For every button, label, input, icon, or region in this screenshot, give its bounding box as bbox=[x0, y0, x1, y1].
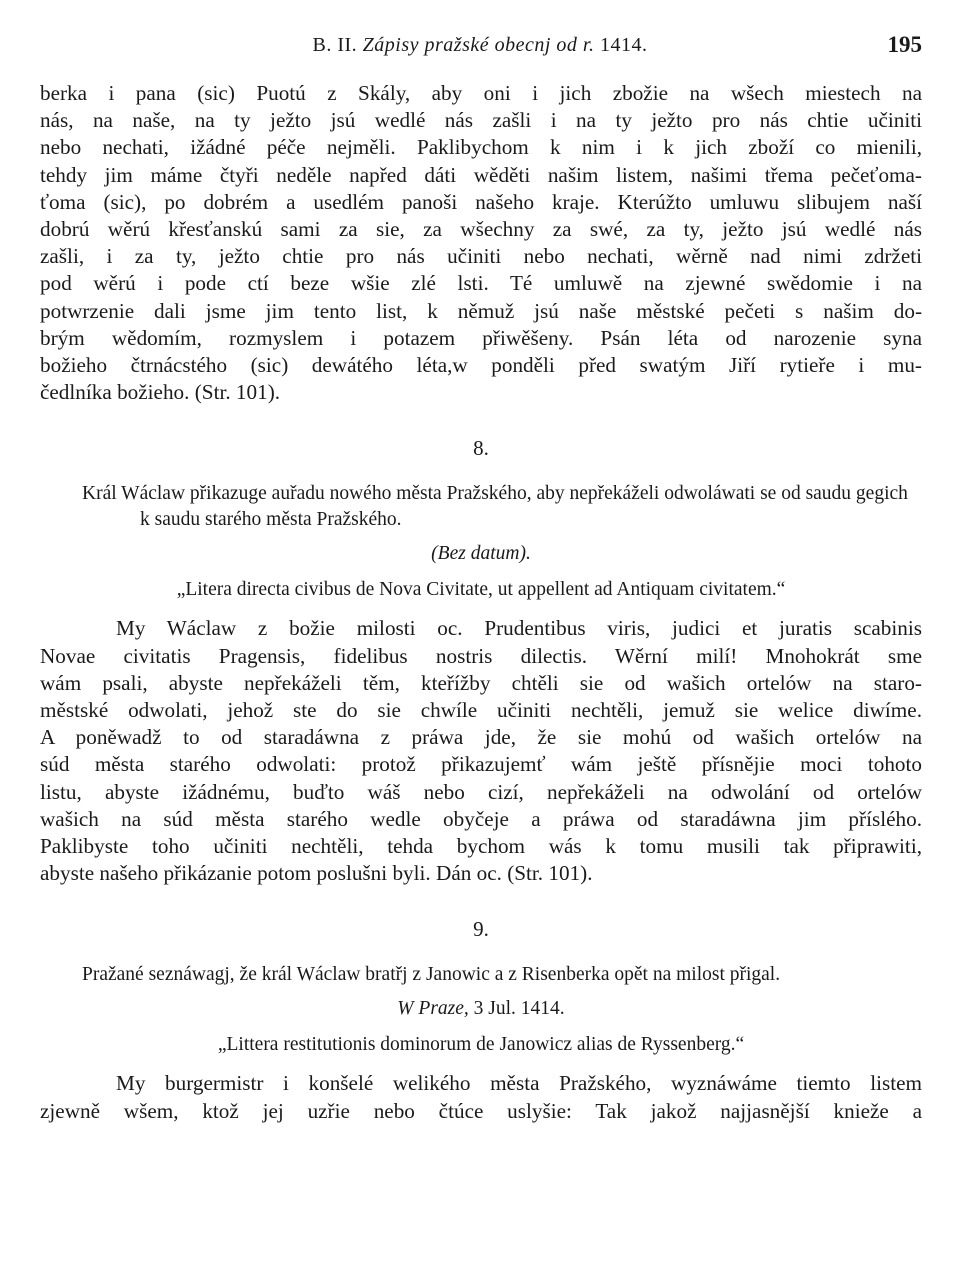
document-8-regest: Král Wáclaw přikazuge auřadu nowého města Pražského, aby nepřekáželi odwoláwati se od saudu gegich k saudu starého města Pražského. bbox=[82, 483, 908, 531]
document-9-latin-title: „Littera restitutionis dominorum de Janowicz alias de Ryssenberg.“ bbox=[217, 1034, 745, 1056]
running-head-title: Zápisy pražské obecnj od r. bbox=[362, 34, 595, 56]
document-9-date-rest: 3 Jul. 1414. bbox=[473, 998, 565, 1020]
text-line: wašich na súd města starého wedle obyčeje a práwa od staradáwna jim příslého. bbox=[40, 806, 922, 831]
text-line: městské odwolati, jehož ste do sie chwíle učiniti nechtěli, jemuž sie welice diwíme. bbox=[40, 698, 922, 723]
document-number-8: 8. bbox=[473, 436, 489, 461]
document-8-date-text: (Bez datum). bbox=[431, 543, 531, 565]
document-9-date-place: W Praze, bbox=[397, 998, 469, 1020]
page-body bbox=[40, 80, 922, 1125]
text-line: pod wěrú i pode ctí beze wšie zlé lsti. Té umluwě na zjewné swědomie i na bbox=[40, 271, 922, 296]
document-8-date bbox=[40, 543, 922, 565]
text-line: súd města starého odwolati: protož přikazujemť wám ještě přísnějie moci tohoto bbox=[40, 752, 922, 777]
running-head-year: 1414. bbox=[600, 34, 648, 56]
text-line: čedlníka božieho. (Str. 101). bbox=[40, 380, 281, 405]
continued-paragraph bbox=[40, 80, 922, 406]
text-line: nás, na naše, na ty ježto jsú wedlé nás zašli i na ty ježto pro nás chtie učiniti bbox=[40, 108, 922, 133]
text-line: zjewně wšem, ktož jej uzřie nebo čtúce uslyšie: Tak jakož najjasnější knieže a bbox=[40, 1098, 922, 1123]
text-line: potwrzenie dali jsme jim tento list, k němuž jsú naše městské pečeti s našim do- bbox=[40, 298, 922, 323]
text-line: Novae civitatis Pragensis, fidelibus nostris dilectis. Wěrní milí! Mnohokrát sme bbox=[40, 643, 922, 668]
text-line: božieho čtrnácstého (sic) dewátého léta,w ponděli před swatým Jiří rytieře i mu- bbox=[40, 353, 922, 378]
text-line: wám psali, abyste nepřekáželi těm, kteřížby chtěli sie od wašich ortelów na staro- bbox=[40, 670, 922, 695]
document-9-regest: Pražané seznáwagj, že král Wáclaw bratřj z Janowic a z Risenberka opět na milost přigal. bbox=[82, 964, 781, 986]
text-line: nebo nechati, ižádné péče nejměli. Paklibychom k nim i k jich zboží co mienili, bbox=[40, 135, 922, 160]
text-line: ťoma (sic), po dobrém a usedlém panoši našeho kraje. Kterúžto umluwu slibujem naší bbox=[40, 189, 922, 214]
running-head-prefix: B. II. bbox=[312, 34, 358, 56]
text-line: dobrú wěrú křesťanskú sami za sie, za wšechny za swé, za ty, ježto jsú wedlé nás bbox=[40, 217, 922, 242]
document-8-text bbox=[40, 615, 922, 887]
page-number: 195 bbox=[887, 32, 922, 57]
text-line: brým wědomím, rozmyslem i potazem přiwěšeny. Psán léta od narozenie syna bbox=[40, 325, 922, 350]
text-line: zašli, i za ty, ježto chtie pro nás učiniti nebo nechati, wěrně nad nimi zdržeti bbox=[40, 244, 922, 269]
text-line: berka i pana (sic) Puotú z Skály, aby oni i jich zbožie na wšech miestech na bbox=[40, 81, 922, 105]
document-9-date bbox=[40, 998, 922, 1020]
text-line: tehdy jim máme čtyři neděle napřed dáti wěděti našim listem, našimi třema pečeťoma- bbox=[40, 162, 922, 187]
document-9-text bbox=[40, 1070, 922, 1124]
text-line: My burgermistr i konšelé welikého města Pražského, wyznáwáme tiemto listem bbox=[116, 1071, 922, 1096]
text-line: abyste našeho přikázanie potom poslušni byli. Dán oc. (Str. 101). bbox=[40, 861, 593, 886]
text-line: My Wáclaw z božie milosti oc. Prudentibus viris, judici et juratis scabinis bbox=[116, 616, 922, 641]
text-line: Paklibyste toho učiniti nechtěli, tehda bychom wás k tomu musili tak připrawiti, bbox=[40, 834, 922, 859]
text-line: listu, abyste ižádnému, buďto wáš nebo cizí, nepřekáželi na odwolání od ortelów bbox=[40, 779, 922, 804]
text-line: A poněwadž to od staradáwna z práwa jde, že sie mohú od wašich ortelów na bbox=[40, 725, 922, 750]
document-8-latin-title: „Litera directa civibus de Nova Civitate, ut appellent ad Antiquam civitatem.“ bbox=[176, 579, 786, 601]
document-number-9: 9. bbox=[473, 917, 489, 942]
running-head bbox=[0, 34, 960, 57]
page-header bbox=[0, 34, 960, 64]
